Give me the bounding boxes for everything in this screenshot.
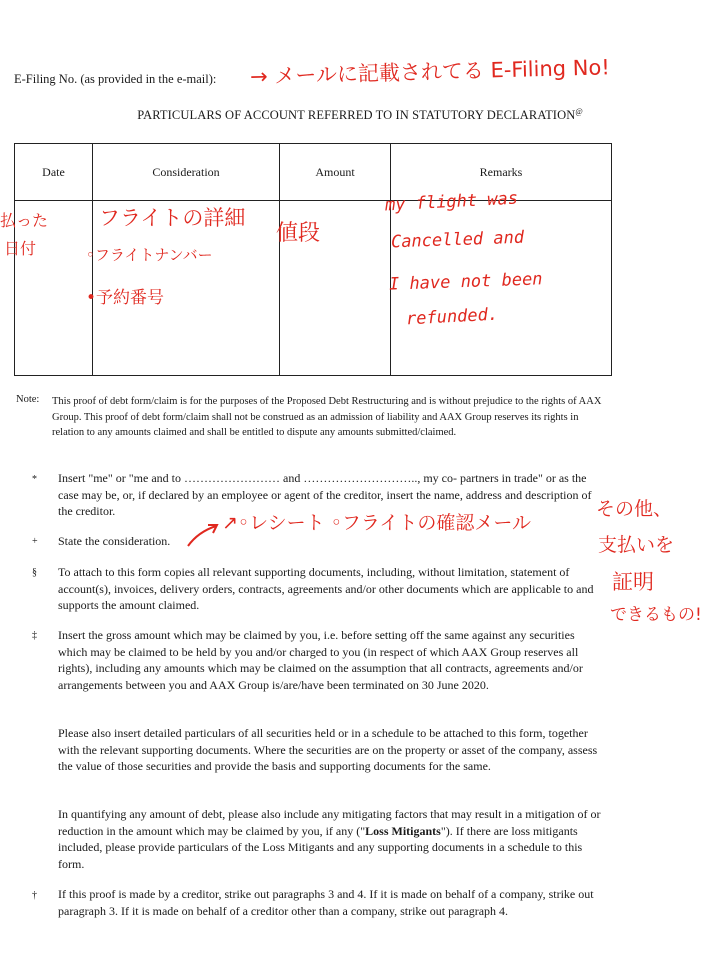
handwritten-efiling-note: → メールに記載されてる E-Filing No! bbox=[249, 55, 610, 89]
handwritten-date-1: 払った bbox=[0, 211, 49, 230]
para3-bold: Loss Mitigants bbox=[365, 823, 441, 838]
handwritten-consideration-1: フライトの詳細 bbox=[99, 206, 246, 230]
handwritten-other-1: その他、 bbox=[596, 498, 673, 520]
footnote-attach: To attach to this form copies all relevant supporting documents, including, without limitation, statement of account(s), invoices, delivery orders, contracts, agreements and/or other documents which are applicable to and supports the amount claimed. bbox=[58, 565, 594, 612]
footnote-insert-me: Insert "me" or "me and to …………………… and ……………………….., my co- partners in trade" or as the case may be, or, if declared by an employee or agent of the creditor, insert the name, address and description of the creditor. bbox=[58, 471, 592, 518]
page-title-text: PARTICULARS OF ACCOUNT REFERRED TO IN STATUTORY DECLARATION bbox=[137, 108, 576, 123]
handwritten-consideration-2: ◦フライトナンバー bbox=[86, 246, 213, 264]
handwritten-receipt: ↗◦レシート ◦フライトの確認メール bbox=[222, 512, 531, 534]
handwritten-consideration-3: •予約番号 bbox=[86, 288, 165, 308]
handwritten-remarks-4: refunded. bbox=[405, 304, 499, 330]
footnote-mark-consideration: + bbox=[32, 536, 38, 547]
footnote-gross: Insert the gross amount which may be claimed by you, i.e. before setting off the same against any securities which may be claimed to be held by you and/or charged to you (in respect of which AAX Group reserves all rights), including any amounts which may be claimed on the assumption that all contracts, agreements and/or arrangements between you and AAX Group is/are/have been terminated on 30 June 2020. bbox=[58, 628, 583, 692]
handwritten-other-4: できるもの! bbox=[610, 605, 702, 625]
footnote-proof: If this proof is made by a creditor, strike out paragraphs 3 and 4. If it is made on behalf of a company, strike out paragraph 3. If it is made on behalf of a creditor other than a company, strike out paragraph 4. bbox=[58, 887, 594, 918]
handwritten-amount: 値段 bbox=[276, 221, 321, 246]
handwritten-arrow-icon bbox=[184, 520, 224, 550]
note-label: Note: bbox=[16, 394, 40, 405]
footnote-mark-attach: § bbox=[32, 567, 37, 578]
page-title-mark: @ bbox=[575, 107, 583, 116]
footnote-gross-para2: Please also insert detailed particulars of all securities held or in a schedule to be attached to this form, together with the relevant supporting documents. Where the securities are on the property or asset of the company, assess the value of those securities and provide the basis and supporting documents for the same. bbox=[58, 726, 598, 773]
para3-text-a: In quantifying any amount of debt, please also include any mitigating factors that may result in a mitigation of or reduction in the amount which may be claimed by you, if any (" bbox=[58, 807, 601, 838]
table-header-row bbox=[15, 144, 612, 201]
handwritten-other-2: 支払いを bbox=[598, 534, 675, 556]
page-title bbox=[0, 107, 720, 123]
footnote-consideration: State the consideration. bbox=[58, 534, 171, 548]
footnote-gross-para3 bbox=[58, 806, 603, 872]
col-consideration: Consideration bbox=[93, 144, 280, 201]
footnote-mark-gross: ‡ bbox=[32, 630, 37, 641]
para3-text-b: "). If there are loss mitigants included, please provide particulars of the Loss Mitigants and any supporting documents in a schedule to this form. bbox=[58, 823, 583, 871]
note-text: This proof of debt form/claim is for the purposes of the Proposed Debt Restructuring and is without prejudice to the rights of AAX Group. This proof of debt form/claim shall not be construed as an admission of liability and AAX Group reserves its rights in relation to any amounts claimed and shall be entitled to dispute any amounts submitted/claimed. bbox=[52, 396, 602, 438]
col-date: Date bbox=[15, 144, 93, 201]
footnote-mark-insert: * bbox=[32, 474, 37, 485]
handwritten-date-2: 日付 bbox=[4, 239, 37, 258]
col-remarks: Remarks bbox=[391, 144, 612, 201]
col-amount: Amount bbox=[280, 144, 391, 201]
efiling-label: E-Filing No. (as provided in the e-mail): bbox=[14, 72, 217, 86]
footnote-mark-proof: † bbox=[32, 890, 37, 901]
handwritten-remarks-3: I have not been bbox=[388, 269, 543, 295]
handwritten-other-3: 証明 bbox=[612, 570, 654, 594]
handwritten-remarks-1: my flight was bbox=[384, 188, 519, 216]
handwritten-remarks-2: Cancelled and bbox=[390, 227, 525, 253]
